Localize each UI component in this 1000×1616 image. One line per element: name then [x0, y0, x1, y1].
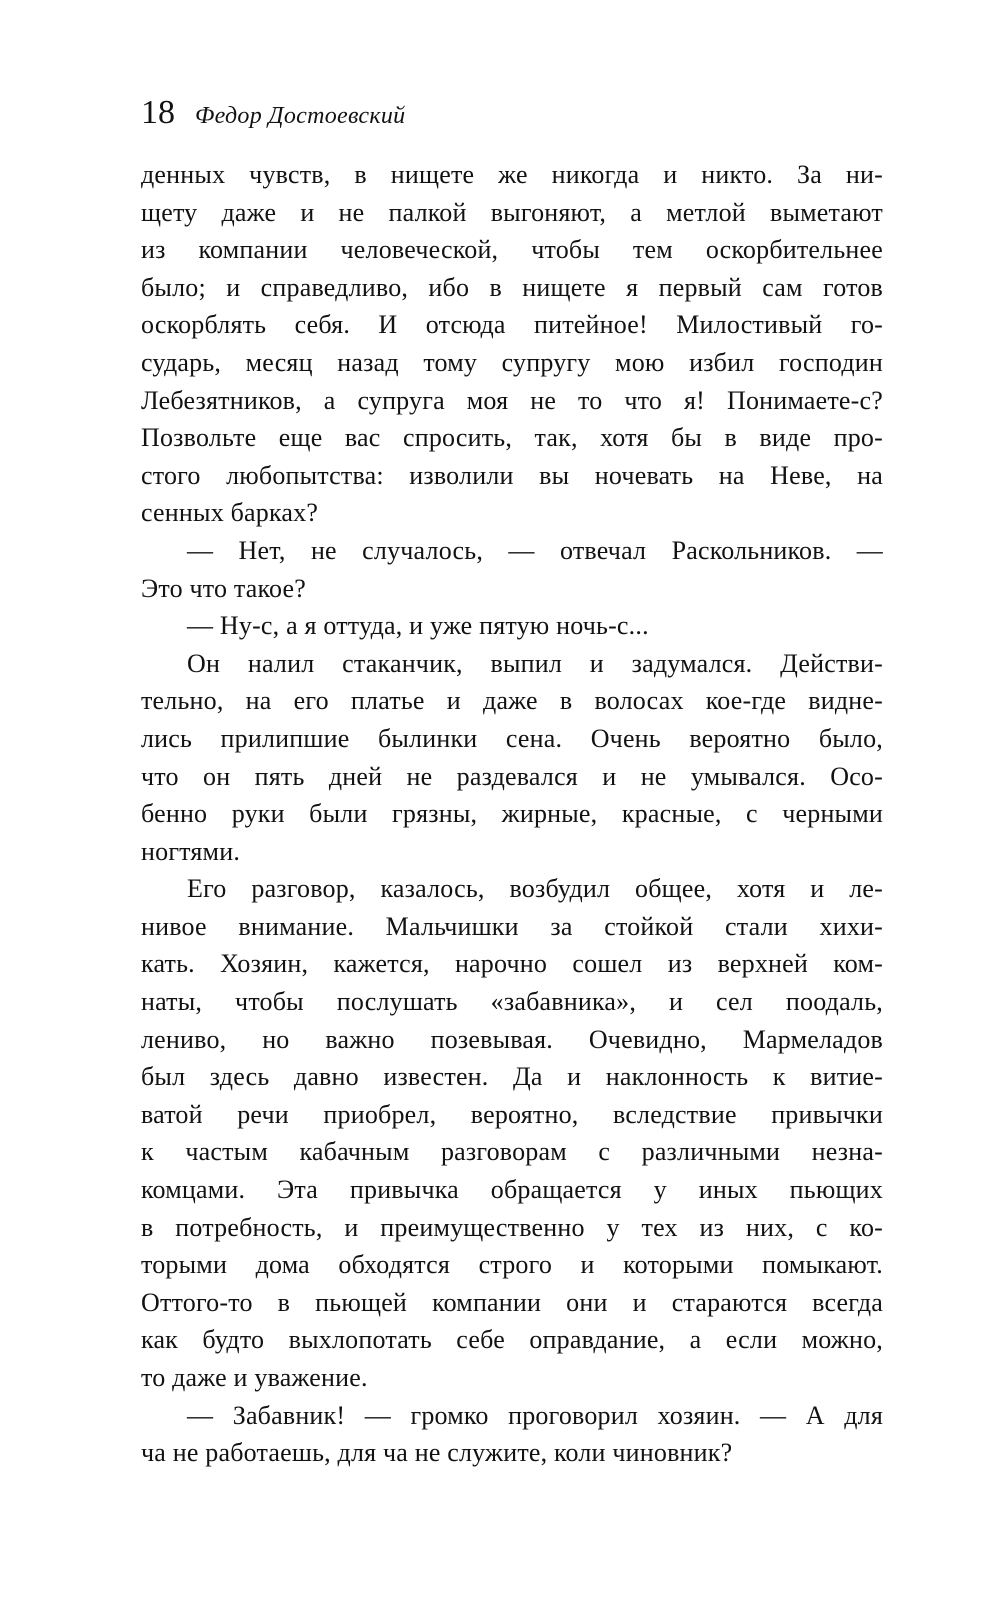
page-content	[141, 96, 883, 1472]
text-line: торыми дома обходятся строго и которыми помыкают.	[141, 1250, 883, 1280]
paragraph	[141, 870, 883, 1396]
text-line: тельно, на его платье и даже в волосах кое-где видне-	[141, 686, 883, 716]
paragraph	[141, 156, 883, 532]
text-line: — Забавник! — громко проговорил хозяин. — А для	[187, 1400, 883, 1430]
text-line: комцами. Эта привычка обращается у иных пьющих	[141, 1175, 883, 1205]
text-line: Лебезятников, а супруга моя не то что я! Понимаете-с?	[141, 385, 883, 415]
text-line: Оттого-то в пьющей компании они и стараются всегда	[141, 1287, 883, 1317]
paragraph	[141, 607, 883, 645]
text-line: денных чувств, в нищете же никогда и никто. За ни-	[141, 160, 883, 189]
text-line: ча не работаешь, для ча не служите, коли чиновник?	[141, 1438, 733, 1468]
body-text	[141, 156, 883, 1472]
text-line: стого любопытства: изволили вы ночевать на Неве, на	[141, 460, 883, 490]
text-line: что он пять дней не раздевался и не умывался. Осо-	[141, 761, 883, 791]
text-line: Он налил стаканчик, выпил и задумался. Действи-	[187, 648, 883, 678]
text-line: к частым кабачным разговорам с различными незна-	[141, 1137, 883, 1167]
text-line: было; и справедливо, ибо в нищете я первый сам готов	[141, 272, 883, 302]
text-line: нивое внимание. Мальчишки за стойкой стали хихи-	[141, 911, 883, 941]
author-name: Федор Достоевский	[195, 103, 406, 129]
text-line: Это что такое?	[141, 573, 307, 603]
text-line: — Нет, не случалось, — отвечал Раскольников. —	[187, 535, 883, 565]
text-line: кать. Хозяин, кажется, нарочно сошел из верхней ком-	[141, 949, 883, 979]
text-line: лениво, но важно позевывая. Очевидно, Мармеладов	[141, 1024, 883, 1054]
text-line: ватой речи приобрел, вероятно, вследствие привычки	[141, 1099, 883, 1129]
text-line: щету даже и не палкой выгоняют, а метлой выметают	[141, 197, 883, 227]
text-line: как будто выхлопотать себе оправдание, а если можно,	[141, 1325, 883, 1355]
text-line: ногтями.	[141, 836, 241, 866]
text-line: наты, чтобы послушать «забавника», и сел поодаль,	[141, 987, 883, 1017]
text-line: оскорблять себя. И отсюда питейное! Милостивый го-	[141, 310, 883, 340]
paragraph	[141, 645, 883, 871]
text-line: Позвольте еще вас спросить, так, хотя бы в виде про-	[141, 423, 883, 453]
text-line: сенных барках?	[141, 498, 319, 528]
text-line: лись прилипшие былинки сена. Очень вероятно было,	[141, 723, 883, 753]
paragraph	[141, 1397, 883, 1472]
text-line: сударь, месяц назад тому супругу мою избил господин	[141, 347, 883, 377]
text-line: Его разговор, казалось, возбудил общее, хотя и ле-	[187, 874, 883, 904]
page-header	[141, 96, 883, 130]
text-line: был здесь давно известен. Да и наклонность к витие-	[141, 1062, 883, 1092]
text-line: — Ну-с, а я оттуда, и уже пятую ночь-с...	[187, 611, 649, 641]
text-line: бенно руки были грязны, жирные, красные, с черными	[141, 799, 883, 829]
page-number: 18	[141, 94, 175, 131]
text-line: из компании человеческой, чтобы тем оскорбительнее	[141, 235, 883, 265]
paragraph	[141, 532, 883, 607]
text-line: в потребность, и преимущественно у тех из них, с ко-	[141, 1212, 883, 1242]
text-line: то даже и уважение.	[141, 1363, 368, 1392]
